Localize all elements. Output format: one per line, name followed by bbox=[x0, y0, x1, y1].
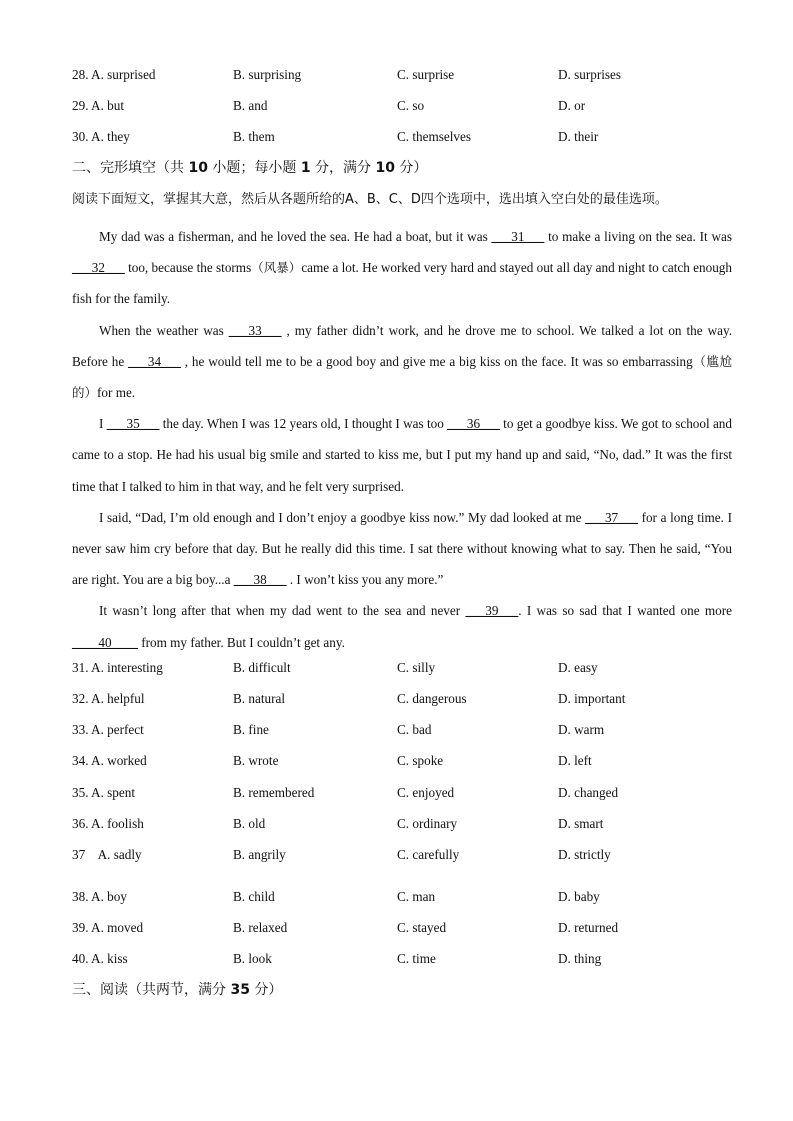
question-31-options bbox=[72, 658, 732, 678]
option-a: 31. A. interesting bbox=[72, 660, 163, 675]
option-d: D. important bbox=[558, 691, 626, 706]
heading-text: 小题；每小题 bbox=[207, 160, 301, 176]
blank-37: ___37___ bbox=[585, 509, 638, 525]
option-d: D. their bbox=[558, 129, 599, 144]
option-d: D. changed bbox=[558, 785, 619, 800]
blank-40: ____40____ bbox=[72, 634, 138, 650]
option-c: C. ordinary bbox=[397, 816, 458, 831]
question-33-options bbox=[72, 720, 732, 740]
section-2-instruction: 阅读下面短文，掌握其大意，然后从各题所给的A、B、C、D四个选项中，选出填入空白处的最佳选项。 bbox=[72, 192, 668, 207]
option-c: C. carefully bbox=[397, 847, 460, 862]
blank-39: ___39___ bbox=[465, 603, 519, 619]
option-b: B. old bbox=[233, 816, 266, 831]
option-a: 34. A. worked bbox=[72, 753, 147, 768]
blank-31: ___31___ bbox=[491, 229, 545, 244]
blank-38: ___38___ bbox=[233, 572, 287, 588]
option-a: 28. A. surprised bbox=[72, 67, 156, 82]
option-d: D. thing bbox=[558, 951, 602, 966]
passage-text: too, because the storms bbox=[124, 260, 252, 276]
passage-text: . I won’t kiss you any more.” bbox=[286, 572, 444, 588]
option-d: D. smart bbox=[558, 816, 604, 831]
option-a: 37 A. sadly bbox=[72, 847, 142, 862]
question-30-options bbox=[72, 127, 732, 147]
paragraph-2 bbox=[72, 315, 732, 409]
paragraph-1 bbox=[72, 221, 732, 315]
passage-text: from my father. But I couldn’t get any. bbox=[137, 634, 345, 650]
heading-text: 三、阅读（共两节，满分 bbox=[72, 982, 231, 998]
option-c: C. enjoyed bbox=[397, 785, 455, 800]
section-3-heading bbox=[72, 980, 282, 1000]
question-37-options bbox=[72, 845, 732, 865]
option-b: B. them bbox=[233, 129, 275, 144]
heading-text: 二、完形填空（共 bbox=[72, 160, 189, 176]
option-a: 29. A. but bbox=[72, 98, 125, 113]
passage-text: came a lot. He worked very hard and stayed out all day and night to catch enough fish for the family. bbox=[72, 260, 732, 307]
passage-text: , he would tell me to be a good boy and give me a big kiss on the face. It was so embarrassing bbox=[180, 353, 693, 369]
passage-text: . I was so sad that I wanted one more bbox=[518, 603, 732, 619]
points-each: 1 bbox=[300, 160, 311, 176]
option-c: C. surprise bbox=[397, 67, 455, 82]
paragraph-5 bbox=[72, 595, 732, 657]
option-a: 38. A. boy bbox=[72, 889, 127, 904]
question-38-options bbox=[72, 887, 732, 907]
option-d: D. baby bbox=[558, 889, 600, 904]
option-b: B. child bbox=[233, 889, 275, 904]
option-a: 40. A. kiss bbox=[72, 951, 128, 966]
option-b: B. remembered bbox=[233, 785, 315, 800]
passage-text: for a long time. I never saw him cry before that day. But he really did this time. I sat there without knowing what to say. Then he said, “You are right. You are a big boy...a bbox=[72, 509, 732, 588]
option-a: 35. A. spent bbox=[72, 785, 136, 800]
option-a: 39. A. moved bbox=[72, 920, 144, 935]
option-d: D. left bbox=[558, 753, 592, 768]
option-d: D. returned bbox=[558, 920, 619, 935]
blank-32: ___32___ bbox=[72, 260, 125, 276]
option-b: B. fine bbox=[233, 722, 269, 737]
section-2-heading bbox=[72, 158, 427, 178]
question-32-options bbox=[72, 689, 732, 709]
passage-text: for me. bbox=[97, 385, 136, 401]
option-c: C. spoke bbox=[397, 753, 444, 768]
blank-33: ___33___ bbox=[228, 322, 282, 338]
question-count: 10 bbox=[188, 160, 208, 176]
option-b: B. look bbox=[233, 951, 272, 966]
option-b: B. angrily bbox=[233, 847, 286, 862]
points-total: 35 bbox=[230, 982, 250, 998]
question-36-options bbox=[72, 814, 732, 834]
passage-text: to get a goodbye kiss. We got to school and came to a stop. He had his usual big smile and started to kiss me, but I put my hand up and said, “No, dad.” It was the first time that I talked to him in that way, and he felt very surprised. bbox=[72, 416, 732, 494]
option-b: B. natural bbox=[233, 691, 286, 706]
option-d: D. or bbox=[558, 98, 586, 113]
question-39-options bbox=[72, 918, 732, 938]
blank-36: ___36___ bbox=[447, 416, 500, 432]
option-c: C. stayed bbox=[397, 920, 447, 935]
option-c: C. bad bbox=[397, 722, 432, 737]
passage-text: I said, “Dad, I’m old enough and I don’t enjoy a goodbye kiss now.” My dad looked at me bbox=[99, 509, 586, 525]
option-d: D. surprises bbox=[558, 67, 622, 82]
option-d: D. strictly bbox=[558, 847, 611, 862]
passage-text: the day. When I was 12 years old, I thought I was too bbox=[159, 416, 448, 432]
paragraph-4 bbox=[72, 502, 732, 596]
paragraph-3 bbox=[72, 408, 732, 502]
passage-text: I bbox=[99, 416, 107, 432]
passage-text: to make a living on the sea. It was bbox=[544, 229, 732, 244]
option-b: B. wrote bbox=[233, 753, 279, 768]
gloss-text: （风暴） bbox=[251, 260, 302, 276]
passage-text: When the weather was bbox=[99, 322, 229, 338]
option-c: C. man bbox=[397, 889, 436, 904]
option-b: B. difficult bbox=[233, 660, 291, 675]
option-c: C. so bbox=[397, 98, 425, 113]
option-c: C. themselves bbox=[397, 129, 471, 144]
option-a: 30. A. they bbox=[72, 129, 130, 144]
cloze-passage bbox=[72, 221, 732, 658]
question-35-options bbox=[72, 783, 732, 803]
option-b: B. surprising bbox=[233, 67, 302, 82]
option-c: C. time bbox=[397, 951, 436, 966]
question-34-options bbox=[72, 751, 732, 771]
gloss-text: （尴尬的） bbox=[72, 353, 732, 401]
option-c: C. dangerous bbox=[397, 691, 467, 706]
passage-text: It wasn’t long after that when my dad went to the sea and never bbox=[99, 603, 466, 619]
option-a: 33. A. perfect bbox=[72, 722, 144, 737]
points-total: 10 bbox=[375, 160, 395, 176]
option-b: B. relaxed bbox=[233, 920, 288, 935]
heading-text: 分） bbox=[394, 160, 428, 176]
option-d: D. warm bbox=[558, 722, 605, 737]
blank-35: ___35___ bbox=[106, 416, 160, 432]
question-28-options bbox=[72, 65, 732, 85]
question-29-options bbox=[72, 96, 732, 116]
option-d: D. easy bbox=[558, 660, 598, 675]
option-c: C. silly bbox=[397, 660, 436, 675]
blank-34: ___34___ bbox=[128, 353, 181, 369]
option-a: 32. A. helpful bbox=[72, 691, 145, 706]
heading-text: 分，满分 bbox=[310, 160, 376, 176]
passage-text: My dad was a fisherman, and he loved the sea. He had a boat, but it was bbox=[99, 229, 492, 244]
heading-text: 分） bbox=[249, 982, 283, 998]
question-40-options bbox=[72, 949, 732, 969]
option-a: 36. A. foolish bbox=[72, 816, 144, 831]
option-b: B. and bbox=[233, 98, 268, 113]
passage-text: , my father didn’t work, and he drove me to school. We talked a lot on the way. Before he bbox=[72, 322, 732, 369]
